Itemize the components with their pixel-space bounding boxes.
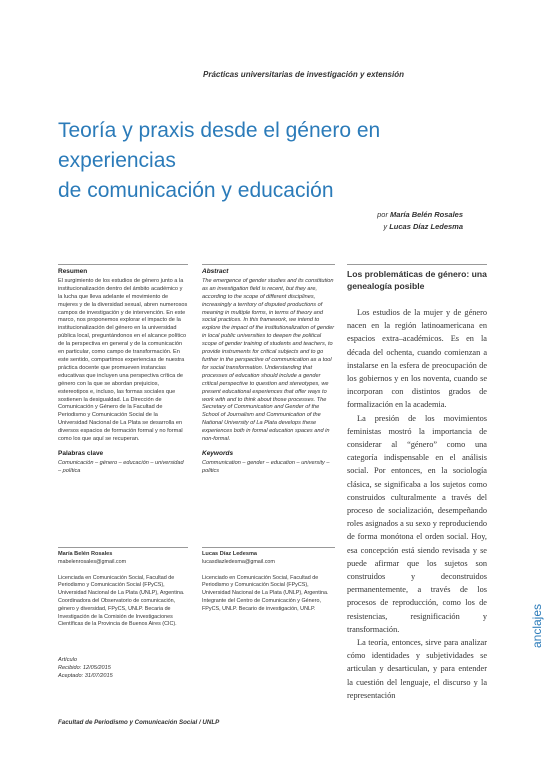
bio-text: Licenciada en Comunicación Social, Facultad de Periodismo y Comunicación Social (FPyCS), Universidad Nacional de La Plata (UNLP), Argentina. Coordinadora del Observatorio de comunicación, género y diversidad, FPyCS, UNLP. Becaria de Investigación de la Comisión de Investigaciones Científicas de la Provincia de Buenos Aires (CIC). [58, 574, 185, 628]
article-dates [58, 657, 113, 680]
byline-prefix: por [377, 210, 388, 219]
body-paragraph: La presión de los movimientos feministas mostró la importancia de considerar al “género” como una categoría indispensable en el análisis social. Por entonces, en la sociología clásica, se significaba a los sujetos como construidos culturalmente a través del proceso de socialización, desempeñando roles asignados a su sexo y reproduciendo de forma monótona el orden social. Hoy, esa concepción está siendo revisada y se puede afirmar que los sujetos son construidos y deconstruidos permanentemente, a través de los procesos de reproducción, como los de resistencias, resignificación y transformación. [347, 413, 487, 634]
main-column [347, 264, 487, 702]
divider [58, 547, 188, 548]
received-date: Recibido: 12/05/2015 [58, 664, 111, 671]
divider [202, 264, 335, 265]
page-footer: Facultad de Periodismo y Comunicación Social / UNLP [58, 719, 220, 726]
section-label: Prácticas universitarias de investigación y extensión [203, 70, 404, 79]
divider [347, 264, 487, 265]
body-paragraph: Los estudios de la mujer y de género nacen en la región latinoamericana en espacios extra–académicos. Es en la década del ochenta, cuando comienzan a instalarse en la esfera de preocupación de los gobiernos y en los noventa, cuando se incorporan con distintos grados de formalización en la academia. [347, 308, 487, 410]
author-name: María Belén Rosales [390, 210, 463, 219]
keywords-text: Comunicación – género – educación – universidad – política [58, 459, 184, 474]
resumen-text: El surgimiento de los estudios de género junto a la institucionalización dentro del ámbito académico y la lucha que lleva adelante el movimiento de mujeres y de la diversidad sexual, abren numerosos campos de investigación y de intervención. En este marco, nos proponemos explorar el impacto de la institucionalización del género en la universidad pública local, preguntándonos en el alcance político de la perspectiva en general y de la comunicación en particular, como campo de transformación. En este sentido, compartimos experiencias de nuestra práctica docente que promueven instancias educativas que incluyen una perspectiva crítica de género con la que se abordan prejuicios, estereotipos e, incluso, las formas sociales que sostienen la desigualdad. La Dirección de Comunicación y Género de la Facultad de Periodismo y Comunicación Social de la Universidad Nacional de La Plata se desarrolla en diversos espacios de formación formal y no formal como los que aquí se recuperan. [58, 277, 188, 443]
bio-email: lucasdiazledesma@gmail.com [202, 558, 275, 565]
divider [58, 264, 188, 265]
author-bio [202, 547, 335, 614]
abstract-heading: Abstract [202, 268, 229, 275]
accepted-date: Aceptado: 31/07/2015 [58, 672, 113, 679]
journal-side-tab: anclajes [530, 604, 544, 649]
resumen-column [58, 264, 188, 476]
bio-name: María Belén Rosales [58, 551, 113, 557]
author-byline [377, 209, 463, 233]
bio-name: Lucas Díaz Ledesma [202, 551, 258, 557]
title-line-1: Teoría y praxis desde el género en experiencias [58, 119, 381, 172]
resumen-heading: Resumen [58, 268, 88, 275]
article-label: Artículo [58, 657, 77, 663]
byline-conjunction: y [383, 222, 388, 231]
author-bio [58, 547, 188, 629]
article-title [58, 116, 498, 206]
keywords-en-text: Communication – gender – education – university – politics [202, 459, 330, 474]
body-paragraph: La teoría, entonces, sirve para analizar cómo identidades y subjetividades se articulan y desarticulan, y para entender la cuestión del lenguaje, el discurso y la representación [347, 638, 487, 700]
author-name: Lucas Díaz Ledesma [389, 222, 463, 231]
bio-text: Licenciado en Comunicación Social, Facultad de Periodismo y Comunicación Social (FPyCS), Universidad Nacional de La Plata (UNLP), Argentina. Integrante del Centro de Comunicación y Género, FPyCS, UNLP. Becario de investigación, UNLP. [202, 574, 329, 612]
title-line-2: de comunicación y educación [58, 179, 334, 202]
abstract-text: The emergence of gender studies and its constitution as an investigation field is recent, but they are, according to the scope of different disciplines, increasingly a territory of disputed productions of meaning in multiple forms, in terms of theory and social practices. In this framework, we intend to explore the impact of the institutionalization of gender in local public universities to deepen the political scope of gender training of students and teachers, to provide instruments for critical subjects and to go further in the perspective of communication as a tool for social transformation. Understanding that processes of education should include a gender critical perspective to question and stereotypes, we present educational experiences that offer ways to work with and to think about those processes. The Secretary of Communication and Gender of the School of Journalism and Communication of the National University of La Plata develops these experiences both in formal education spaces and in non-formal. [202, 277, 335, 443]
body-text [347, 306, 487, 702]
divider [202, 547, 335, 548]
keywords-heading: Palabras clave [58, 449, 104, 457]
abstract-column [202, 264, 335, 476]
keywords-en-heading: Keywords [202, 449, 234, 457]
bio-email: mabelenrosales@gmail.com [58, 558, 127, 565]
section-title: Los problemáticas de género: una genealogía posible [347, 269, 487, 291]
